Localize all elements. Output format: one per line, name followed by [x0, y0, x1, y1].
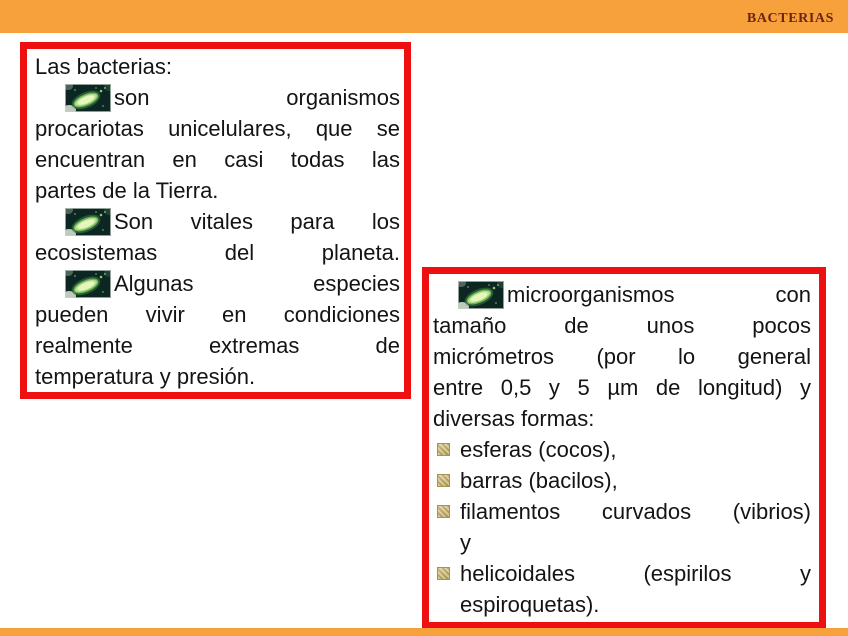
bacteria-photo-icon — [65, 270, 111, 298]
text-line: tamaño de unos pocos — [433, 313, 811, 338]
bacteria-photo-icon — [65, 208, 111, 236]
text-line: diversas formas: — [433, 406, 595, 431]
text-line: temperatura y presión. — [35, 364, 256, 389]
bullet-line — [35, 206, 400, 237]
slide-title: BACTERIAS — [746, 11, 834, 26]
text-line: ecosistemas del planeta. — [35, 240, 400, 265]
right-text-box — [422, 267, 826, 629]
bacteria-photo-icon — [65, 84, 111, 112]
text-line: entre 0,5 y 5 µm de longitud) y — [433, 375, 811, 400]
square-bullet-icon — [437, 567, 450, 580]
left-text-box — [20, 42, 411, 399]
left-box-heading: Las bacterias: — [35, 54, 172, 79]
bacteria-photo-icon — [458, 281, 504, 309]
text-line: son organismos — [114, 85, 400, 110]
text-line: helicoidales (espirilos y — [460, 561, 811, 586]
text-line: pueden vivir en condiciones — [35, 302, 400, 327]
text-line: barras (bacilos), — [460, 468, 618, 493]
text-line: encuentran en casi todas las — [35, 147, 400, 172]
list-item — [433, 465, 811, 496]
text-line: Algunas especies — [114, 271, 400, 296]
square-bullet-icon — [437, 505, 450, 518]
list-item — [433, 434, 811, 465]
bullet-line — [433, 279, 811, 310]
text-line: Son vitales para los — [114, 209, 400, 234]
text-line: realmente extremas de — [35, 333, 400, 358]
text-line: espiroquetas). — [460, 592, 600, 617]
square-bullet-icon — [437, 443, 450, 456]
text-line: y — [460, 530, 471, 555]
square-bullet-icon — [437, 474, 450, 487]
bullet-line — [35, 82, 400, 113]
top-bar — [0, 0, 848, 33]
text-line: micrómetros (por lo general — [433, 344, 811, 369]
bullet-line — [35, 268, 400, 299]
list-item — [433, 496, 811, 558]
list-item — [433, 558, 811, 620]
text-line: esferas (cocos), — [460, 437, 617, 462]
text-line: filamentos curvados (vibrios) — [460, 499, 811, 524]
text-line: partes de la Tierra. — [35, 178, 219, 203]
text-line: microorganismos con — [507, 282, 811, 307]
bottom-bar — [0, 628, 848, 636]
text-line: procariotas unicelulares, que se — [35, 116, 400, 141]
